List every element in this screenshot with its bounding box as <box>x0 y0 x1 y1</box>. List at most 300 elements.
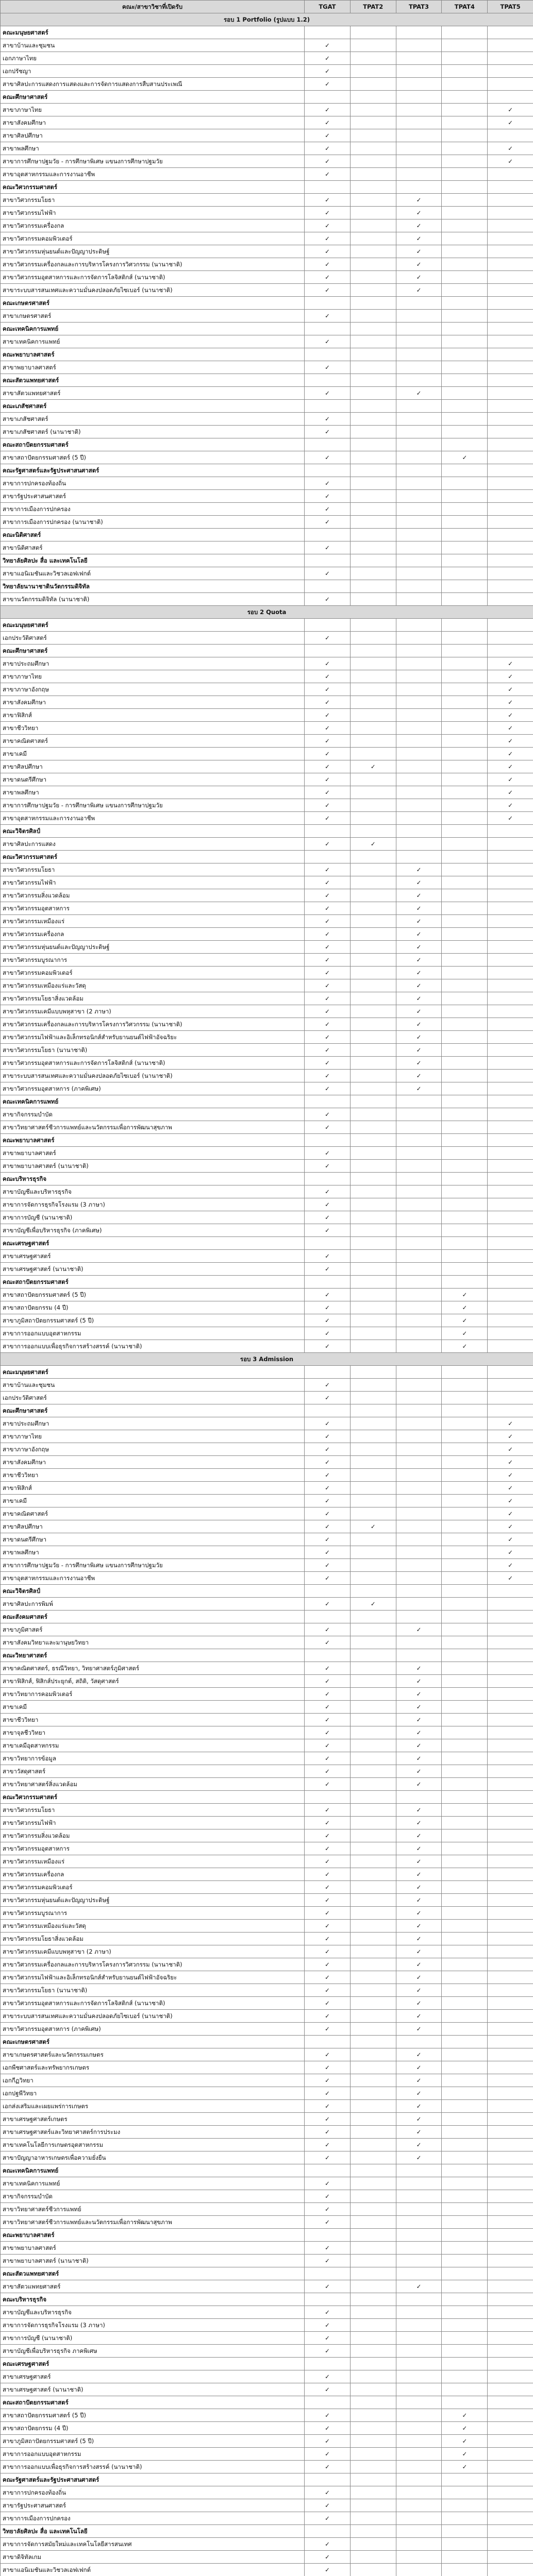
requirement-cell-tpat3 <box>396 1495 442 1507</box>
empty-cell <box>442 529 488 541</box>
requirement-cell-tpat5 <box>488 632 533 645</box>
major-row <box>1 207 533 219</box>
requirement-cell-tpat3 <box>396 1469 442 1482</box>
requirement-cell-tpat2 <box>350 1778 396 1791</box>
requirement-cell-tpat2 <box>350 271 396 284</box>
empty-cell <box>350 1237 396 1250</box>
check-mark-icon: ✓ <box>325 2515 330 2522</box>
requirement-cell-tpat2 <box>350 863 396 876</box>
requirement-cell-tgat <box>305 1379 351 1392</box>
requirement-cell-tgat <box>305 1005 351 1018</box>
requirement-cell-tpat4 <box>442 1726 488 1739</box>
requirement-cell-tgat <box>305 1198 351 1211</box>
requirement-cell-tpat5 <box>488 2074 533 2087</box>
requirement-cell-tgat <box>305 1546 351 1559</box>
major-name: สาขาสัตวแพทยศาสตร์ <box>1 2280 305 2293</box>
requirement-cell-tpat3 <box>396 1018 442 1031</box>
major-row <box>1 838 533 851</box>
requirement-cell-tpat3 <box>396 2319 442 2332</box>
check-mark-icon: ✓ <box>325 660 330 667</box>
check-mark-icon: ✓ <box>325 2553 330 2561</box>
requirement-cell-tgat <box>305 1430 351 1443</box>
check-mark-icon: ✓ <box>325 2025 330 2032</box>
check-mark-icon: ✓ <box>325 1600 330 1607</box>
requirement-cell-tgat <box>305 142 351 155</box>
requirement-cell-tpat2 <box>350 2113 396 2126</box>
requirement-cell-tgat <box>305 1340 351 1353</box>
check-mark-icon: ✓ <box>325 428 330 435</box>
empty-cell <box>396 1134 442 1147</box>
empty-cell <box>305 464 351 477</box>
requirement-cell-tpat2 <box>350 2499 396 2512</box>
requirement-cell-tpat4 <box>442 1933 488 1945</box>
requirement-cell-tgat <box>305 863 351 876</box>
check-mark-icon: ✓ <box>416 2012 422 2020</box>
requirement-cell-tpat4 <box>442 1997 488 2010</box>
empty-cell <box>396 2525 442 2538</box>
requirement-cell-tgat <box>305 1958 351 1971</box>
empty-cell <box>305 851 351 863</box>
requirement-cell-tpat3 <box>396 104 442 116</box>
requirement-cell-tgat <box>305 979 351 992</box>
requirement-cell-tpat4 <box>442 2023 488 2036</box>
check-mark-icon: ✓ <box>416 1922 422 1929</box>
requirement-cell-tpat5 <box>488 1933 533 1945</box>
check-mark-icon: ✓ <box>462 2437 468 2445</box>
major-row <box>1 2435 533 2448</box>
empty-cell <box>305 374 351 387</box>
faculty-name: คณะศึกษาศาสตร์ <box>1 1404 305 1417</box>
requirement-cell-tgat <box>305 2203 351 2216</box>
requirement-cell-tgat <box>305 1443 351 1456</box>
requirement-cell-tpat2 <box>350 1688 396 1701</box>
empty-cell <box>305 1095 351 1108</box>
check-mark-icon: ✓ <box>325 1033 330 1041</box>
requirement-cell-tpat4 <box>442 1958 488 1971</box>
empty-cell <box>442 438 488 451</box>
requirement-cell-tpat5 <box>488 1958 533 1971</box>
empty-cell <box>396 374 442 387</box>
requirement-cell-tpat5 <box>488 232 533 245</box>
check-mark-icon: ✓ <box>416 261 422 268</box>
requirement-cell-tpat5 <box>488 1417 533 1430</box>
requirement-cell-tpat3 <box>396 748 442 760</box>
requirement-cell-tpat3 <box>396 1185 442 1198</box>
check-mark-icon: ✓ <box>325 2347 330 2354</box>
major-row <box>1 142 533 155</box>
empty-cell <box>350 1095 396 1108</box>
requirement-cell-tpat2 <box>350 967 396 979</box>
major-row <box>1 799 533 812</box>
empty-cell <box>305 619 351 632</box>
requirement-cell-tpat5 <box>488 104 533 116</box>
requirement-cell-tpat4 <box>442 1005 488 1018</box>
requirement-cell-tpat5 <box>488 941 533 954</box>
faculty-row <box>1 464 533 477</box>
empty-cell <box>350 1134 396 1147</box>
requirement-cell-tpat3 <box>396 284 442 297</box>
faculty-name: คณะพยาบาลศาสตร์ <box>1 1134 305 1147</box>
requirement-cell-tgat <box>305 516 351 529</box>
check-mark-icon: ✓ <box>416 2154 422 2161</box>
major-row <box>1 1469 533 1482</box>
requirement-cell-tpat5 <box>488 1997 533 2010</box>
requirement-cell-tpat2 <box>350 1855 396 1868</box>
major-name: สาขาวิทยาศาสตร์ชีวการแพทย์และนวัตกรรมเพื่อการพัฒนาสุขภาพ <box>1 2216 305 2229</box>
requirement-cell-tgat <box>305 1211 351 1224</box>
requirement-cell-tpat5 <box>488 954 533 967</box>
requirement-cell-tpat3 <box>396 1456 442 1469</box>
requirement-cell-tpat4 <box>442 1314 488 1327</box>
empty-cell <box>396 464 442 477</box>
requirement-cell-tpat4 <box>442 1829 488 1842</box>
major-row <box>1 516 533 529</box>
requirement-cell-tgat <box>305 1314 351 1327</box>
faculty-name: คณะวิทยาศาสตร์ <box>1 1649 305 1662</box>
major-name: สาขาชีววิทยา <box>1 722 305 735</box>
requirement-cell-tpat5 <box>488 2061 533 2074</box>
requirement-cell-tpat2 <box>350 2448 396 2461</box>
major-row <box>1 1031 533 1044</box>
faculty-name: คณะพยาบาลศาสตร์ <box>1 2229 305 2242</box>
check-mark-icon: ✓ <box>325 750 330 757</box>
empty-cell <box>305 645 351 657</box>
requirement-cell-tpat2 <box>350 2010 396 2023</box>
check-mark-icon: ✓ <box>416 2141 422 2148</box>
requirement-cell-tpat5 <box>488 1675 533 1688</box>
faculty-row <box>1 297 533 310</box>
requirement-cell-tgat <box>305 992 351 1005</box>
major-row <box>1 1958 533 1971</box>
check-mark-icon: ✓ <box>325 724 330 732</box>
empty-cell <box>488 2036 533 2048</box>
check-mark-icon: ✓ <box>462 1343 468 1350</box>
faculty-name: คณะเทคนิคการแพทย์ <box>1 2164 305 2177</box>
requirement-cell-tgat <box>305 632 351 645</box>
requirement-cell-tpat3 <box>396 39 442 52</box>
header-tpat3: TPAT3 <box>396 1 442 13</box>
major-row <box>1 2319 533 2332</box>
empty-cell <box>442 2396 488 2409</box>
major-row <box>1 1636 533 1649</box>
requirement-cell-tpat5 <box>488 39 533 52</box>
requirement-cell-tpat2 <box>350 2538 396 2551</box>
major-name: สาขาอุตสาหกรรมและการงานอาชีพ <box>1 168 305 181</box>
requirement-cell-tpat5 <box>488 838 533 851</box>
requirement-cell-tpat3 <box>396 116 442 129</box>
requirement-cell-tpat4 <box>442 2486 488 2499</box>
requirement-cell-tpat2 <box>350 1198 396 1211</box>
requirement-cell-tgat <box>305 2564 351 2576</box>
requirement-cell-tpat4 <box>442 310 488 323</box>
major-row <box>1 1714 533 1726</box>
empty-cell <box>396 91 442 104</box>
check-mark-icon: ✓ <box>416 1690 422 1698</box>
check-mark-icon: ✓ <box>325 493 330 500</box>
requirement-cell-tgat <box>305 889 351 902</box>
major-row <box>1 2499 533 2512</box>
check-mark-icon: ✓ <box>325 1819 330 1826</box>
major-row <box>1 232 533 245</box>
major-name: สาขากิจกรรมบำบัด <box>1 2190 305 2203</box>
requirement-cell-tpat5 <box>488 2499 533 2512</box>
empty-cell <box>442 2267 488 2280</box>
major-name: สาขาชีววิทยา <box>1 1714 305 1726</box>
requirement-cell-tgat <box>305 1997 351 2010</box>
empty-cell <box>350 1404 396 1417</box>
empty-cell <box>488 619 533 632</box>
major-row <box>1 1945 533 1958</box>
requirement-cell-tpat2 <box>350 2486 396 2499</box>
empty-cell <box>488 2396 533 2409</box>
check-mark-icon: ✓ <box>325 982 330 989</box>
empty-cell <box>396 438 442 451</box>
requirement-cell-tpat4 <box>442 1662 488 1675</box>
check-mark-icon: ✓ <box>508 106 513 113</box>
requirement-cell-tpat4 <box>442 1392 488 1404</box>
check-mark-icon: ✓ <box>416 930 422 938</box>
check-mark-icon: ✓ <box>508 158 513 165</box>
faculty-row <box>1 438 533 451</box>
major-name: เอกปฐพีวิทยา <box>1 2087 305 2100</box>
requirement-cell-tpat4 <box>442 413 488 426</box>
requirement-cell-tgat <box>305 683 351 696</box>
major-row <box>1 1520 533 1533</box>
requirement-cell-tgat <box>305 245 351 258</box>
requirement-cell-tpat2 <box>350 207 396 219</box>
requirement-cell-tgat <box>305 1070 351 1082</box>
major-row <box>1 1198 533 1211</box>
requirement-cell-tpat3 <box>396 1301 442 1314</box>
empty-cell <box>305 1173 351 1185</box>
check-mark-icon: ✓ <box>325 2502 330 2509</box>
requirement-cell-tpat4 <box>442 1855 488 1868</box>
requirement-cell-tpat4 <box>442 245 488 258</box>
requirement-cell-tpat5 <box>488 2242 533 2255</box>
requirement-cell-tpat4 <box>442 477 488 490</box>
requirement-cell-tpat2 <box>350 1765 396 1778</box>
requirement-cell-tpat2 <box>350 1469 396 1482</box>
requirement-cell-tpat4 <box>442 490 488 503</box>
check-mark-icon: ✓ <box>370 763 376 770</box>
check-mark-icon: ✓ <box>325 570 330 577</box>
check-mark-icon: ✓ <box>325 1665 330 1672</box>
empty-cell <box>488 2525 533 2538</box>
empty-cell <box>396 348 442 361</box>
requirement-cell-tpat2 <box>350 838 396 851</box>
check-mark-icon: ✓ <box>325 119 330 126</box>
faculty-row <box>1 1585 533 1598</box>
requirement-cell-tpat5 <box>488 168 533 181</box>
check-mark-icon: ✓ <box>325 338 330 345</box>
requirement-cell-tpat3 <box>396 2113 442 2126</box>
requirement-cell-tpat2 <box>350 992 396 1005</box>
empty-cell <box>305 2396 351 2409</box>
requirement-cell-tpat5 <box>488 1984 533 1997</box>
requirement-cell-tpat3 <box>396 1971 442 1984</box>
faculty-name: คณะมนุษยศาสตร์ <box>1 26 305 39</box>
major-row <box>1 773 533 786</box>
empty-cell <box>350 2396 396 2409</box>
requirement-cell-tgat <box>305 78 351 91</box>
requirement-cell-tpat4 <box>442 2280 488 2293</box>
requirement-cell-tgat <box>305 812 351 825</box>
requirement-cell-tpat4 <box>442 2512 488 2525</box>
requirement-cell-tpat5 <box>488 284 533 297</box>
requirement-cell-tpat2 <box>350 709 396 722</box>
check-mark-icon: ✓ <box>325 1690 330 1698</box>
requirement-cell-tpat5 <box>488 2280 533 2293</box>
requirement-cell-tpat5 <box>488 1752 533 1765</box>
requirement-cell-tpat2 <box>350 799 396 812</box>
requirement-cell-tpat4 <box>442 1417 488 1430</box>
requirement-cell-tpat4 <box>442 1495 488 1507</box>
requirement-cell-tpat2 <box>350 1958 396 1971</box>
major-row <box>1 39 533 52</box>
requirement-cell-tpat3 <box>396 1739 442 1752</box>
faculty-row <box>1 2525 533 2538</box>
empty-cell <box>442 619 488 632</box>
major-name: สาขาภาษาไทย <box>1 104 305 116</box>
requirement-cell-tpat3 <box>396 516 442 529</box>
check-mark-icon: ✓ <box>325 905 330 912</box>
major-row <box>1 1289 533 1301</box>
empty-cell <box>396 2358 442 2370</box>
major-row <box>1 335 533 348</box>
check-mark-icon: ✓ <box>462 2463 468 2470</box>
empty-cell <box>305 2293 351 2306</box>
check-mark-icon: ✓ <box>325 2141 330 2148</box>
requirement-cell-tpat3 <box>396 1636 442 1649</box>
major-name: สาขาคณิตศาสตร์, ธรณีวิทยา, วิทยาศาสตร์ภูมิศาสตร์ <box>1 1662 305 1675</box>
requirement-cell-tpat5 <box>488 142 533 155</box>
check-mark-icon: ✓ <box>416 389 422 397</box>
requirement-cell-tpat2 <box>350 2422 396 2435</box>
major-row <box>1 2216 533 2229</box>
major-row <box>1 1443 533 1456</box>
empty-cell <box>396 529 442 541</box>
faculty-name: วิทยาลัยศิลปะ สื่อ และเทคโนโลยี <box>1 554 305 567</box>
check-mark-icon: ✓ <box>325 1214 330 1221</box>
requirement-cell-tpat2 <box>350 1984 396 1997</box>
requirement-cell-tgat <box>305 258 351 271</box>
requirement-cell-tpat2 <box>350 1301 396 1314</box>
check-mark-icon: ✓ <box>325 2386 330 2393</box>
major-name: สาขาเศรษฐศาสตร์และวิทยาศาสตร์การประมง <box>1 2126 305 2139</box>
requirement-cell-tpat2 <box>350 245 396 258</box>
major-name: สาขานวัตกรรมดิจิทัล (นานาชาติ) <box>1 593 305 606</box>
requirement-cell-tgat <box>305 1714 351 1726</box>
faculty-row <box>1 1366 533 1379</box>
check-mark-icon: ✓ <box>325 1059 330 1066</box>
requirement-cell-tpat3 <box>396 2087 442 2100</box>
check-mark-icon: ✓ <box>416 248 422 255</box>
check-mark-icon: ✓ <box>325 1227 330 1234</box>
requirement-cell-tpat4 <box>442 1340 488 1353</box>
major-row <box>1 2151 533 2164</box>
requirement-cell-tgat <box>305 2280 351 2293</box>
major-row <box>1 116 533 129</box>
check-mark-icon: ✓ <box>508 789 513 796</box>
major-name: สาขาวิศวกรรมเหมืองแร่และวัสดุ <box>1 979 305 992</box>
requirement-cell-tpat2 <box>350 2551 396 2564</box>
requirement-cell-tgat <box>305 1881 351 1894</box>
requirement-cell-tpat4 <box>442 2139 488 2151</box>
empty-cell <box>396 181 442 194</box>
check-mark-icon: ✓ <box>325 1149 330 1157</box>
requirement-cell-tpat4 <box>442 1224 488 1237</box>
requirement-cell-tpat5 <box>488 361 533 374</box>
requirement-cell-tpat3 <box>396 1108 442 1121</box>
major-name: สาขาพยาบาลศาสตร์ (นานาชาติ) <box>1 1160 305 1173</box>
major-name: สาขาสัตวแพทยศาสตร์ <box>1 387 305 400</box>
check-mark-icon: ✓ <box>416 1046 422 1054</box>
empty-cell <box>488 464 533 477</box>
requirement-cell-tpat5 <box>488 1224 533 1237</box>
requirement-cell-tgat <box>305 1765 351 1778</box>
check-mark-icon: ✓ <box>462 1330 468 1337</box>
check-mark-icon: ✓ <box>416 866 422 873</box>
major-name: สาขาภูมิสถาปัตยกรรมศาสตร์ (5 ปี) <box>1 2435 305 2448</box>
major-name: เอกส่งเสริมและเผยแพร่การเกษตร <box>1 2100 305 2113</box>
check-mark-icon: ✓ <box>325 737 330 744</box>
empty-cell <box>350 181 396 194</box>
requirement-cell-tgat <box>305 219 351 232</box>
requirement-cell-tpat3 <box>396 1726 442 1739</box>
major-name: สาขาวิศวกรรมหุ่นยนต์และปัญญาประดิษฐ์ <box>1 1894 305 1907</box>
requirement-cell-tpat5 <box>488 1005 533 1018</box>
check-mark-icon: ✓ <box>325 2051 330 2058</box>
major-name: สาขาฟิสิกส์ <box>1 1482 305 1495</box>
major-row <box>1 1340 533 1353</box>
major-row <box>1 194 533 207</box>
requirement-cell-tpat2 <box>350 2306 396 2319</box>
requirement-cell-tpat3 <box>396 1379 442 1392</box>
empty-cell <box>488 400 533 413</box>
requirement-cell-tpat5 <box>488 2435 533 2448</box>
requirement-cell-tpat4 <box>442 2203 488 2216</box>
requirement-cell-tpat4 <box>442 735 488 748</box>
faculty-row <box>1 645 533 657</box>
major-name: สาขาประถมศึกษา <box>1 657 305 670</box>
check-mark-icon: ✓ <box>416 1948 422 1955</box>
empty-cell <box>350 464 396 477</box>
round-header-row <box>1 13 533 26</box>
check-mark-icon: ✓ <box>416 1021 422 1028</box>
check-mark-icon: ✓ <box>325 802 330 809</box>
requirement-cell-tgat <box>305 838 351 851</box>
requirement-cell-tgat <box>305 2087 351 2100</box>
requirement-cell-tpat4 <box>442 284 488 297</box>
requirement-cell-tgat <box>305 2461 351 2473</box>
check-mark-icon: ✓ <box>462 2412 468 2419</box>
check-mark-icon: ✓ <box>416 2115 422 2123</box>
faculty-row <box>1 348 533 361</box>
check-mark-icon: ✓ <box>508 1484 513 1492</box>
check-mark-icon: ✓ <box>416 1008 422 1015</box>
major-row <box>1 1121 533 1134</box>
requirement-cell-tpat3 <box>396 2280 442 2293</box>
empty-cell <box>350 374 396 387</box>
major-name: สาขาวิศวกรรมคอมพิวเตอร์ <box>1 232 305 245</box>
requirement-cell-tgat <box>305 876 351 889</box>
requirement-cell-tpat3 <box>396 2100 442 2113</box>
major-name: สาขาวิศวกรรมเครื่องกลและการบริหารโครงการวิศวกรรม (นานาชาติ) <box>1 1018 305 1031</box>
requirement-cell-tpat4 <box>442 2332 488 2345</box>
check-mark-icon: ✓ <box>508 145 513 152</box>
major-name: สาขาศิลปะการแสดง <box>1 838 305 851</box>
empty-cell <box>396 1237 442 1250</box>
